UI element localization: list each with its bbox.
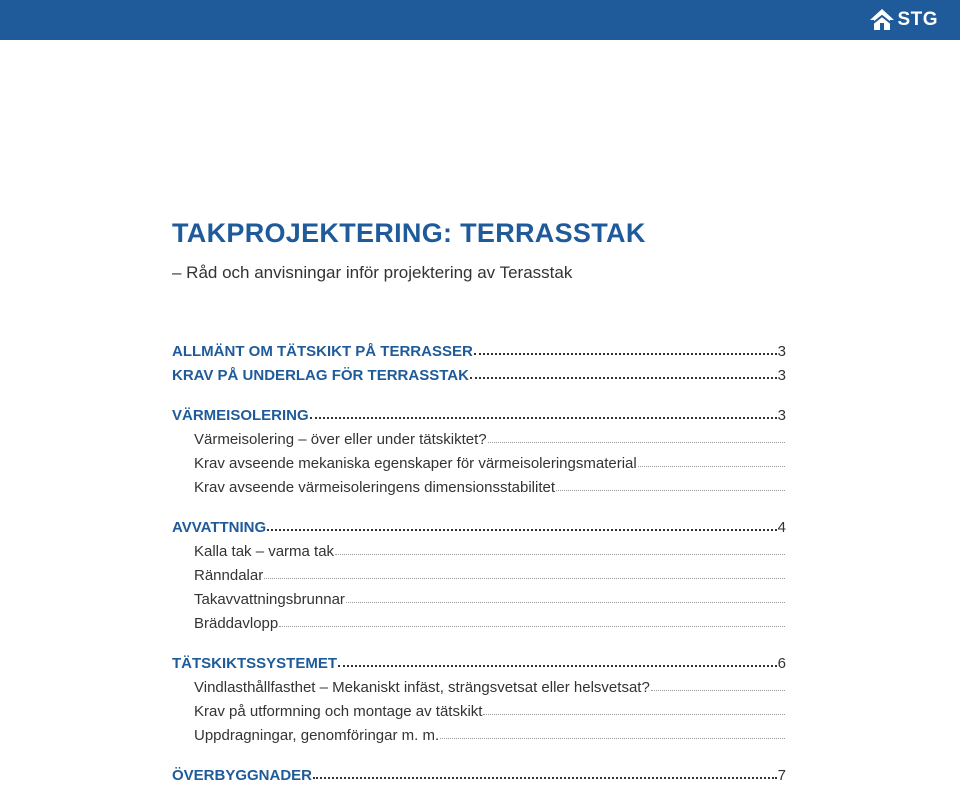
toc-section-row[interactable]	[172, 400, 786, 424]
table-of-contents	[172, 336, 786, 784]
toc-subsection-row[interactable]	[172, 672, 786, 696]
toc-spacer	[172, 384, 786, 400]
toc-subsection-label: Kalla tak – varma tak	[194, 543, 335, 560]
toc-subsection-label: Ränndalar	[194, 567, 264, 584]
toc-spacer	[172, 632, 786, 648]
toc-leader-dots	[335, 554, 785, 555]
page-subtitle: – Råd och anvisningar inför projektering av Terasstak	[172, 263, 573, 282]
toc-subsection-row[interactable]	[172, 424, 786, 448]
toc-leader-dots	[488, 442, 785, 443]
toc-leader-dots	[310, 417, 777, 419]
toc-subsection-row[interactable]	[172, 472, 786, 496]
toc-subsection-label: Krav avseende mekaniska egenskaper för värmeisoleringsmaterial	[194, 455, 637, 472]
toc-section-label: KRAV PÅ UNDERLAG FÖR TERRASSTAK	[172, 367, 469, 384]
toc-section-row[interactable]	[172, 760, 786, 784]
toc-section-row[interactable]	[172, 336, 786, 360]
toc-section-row[interactable]	[172, 360, 786, 384]
toc-subsection-label: Bräddavlopp	[194, 615, 279, 632]
toc-section-label: VÄRMEISOLERING	[172, 407, 309, 424]
toc-section-row[interactable]	[172, 512, 786, 536]
toc-page-number: 4	[777, 519, 786, 536]
toc-page-number: 6	[777, 655, 786, 672]
toc-leader-dots	[264, 578, 785, 579]
toc-subsection-row[interactable]	[172, 584, 786, 608]
toc-page-number: 7	[777, 767, 786, 784]
toc-leader-dots	[483, 714, 785, 715]
toc-subsection-label: Takavvattningsbrunnar	[194, 591, 345, 608]
toc-subsection-label: Krav på utformning och montage av tätskikt	[194, 703, 483, 720]
toc-page-number: 3	[777, 343, 786, 360]
toc-section-label: ÖVERBYGGNADER	[172, 767, 313, 784]
toc-leader-dots	[346, 602, 785, 603]
toc-subsection-row[interactable]	[172, 560, 786, 584]
toc-page-number: 3	[777, 407, 786, 424]
toc-section-label: TÄTSKIKTSSYSTEMET	[172, 655, 338, 672]
toc-section-label: ALLMÄNT OM TÄTSKIKT PÅ TERRASSER	[172, 343, 473, 360]
toc-subsection-row[interactable]	[172, 720, 786, 744]
toc-section-row[interactable]	[172, 648, 786, 672]
toc-subsection-label: Vindlasthållfasthet – Mekaniskt infäst, strängsvetsat eller helsvetsat?	[194, 679, 650, 696]
toc-leader-dots	[474, 353, 777, 355]
toc-subsection-row[interactable]	[172, 536, 786, 560]
toc-subsection-label: Värmeisolering – över eller under tätskiktet?	[194, 431, 487, 448]
toc-section-label: AVVATTNING	[172, 519, 267, 536]
toc-leader-dots	[470, 377, 777, 379]
toc-leader-dots	[651, 690, 785, 691]
toc-subsection-row[interactable]	[172, 696, 786, 720]
house-logo-icon	[869, 8, 895, 32]
toc-subsection-row[interactable]	[172, 448, 786, 472]
toc-leader-dots	[440, 738, 785, 739]
page-title: TAKPROJEKTERING: TERRASSTAK	[172, 218, 646, 248]
header-bar	[0, 0, 960, 40]
stg-logo	[869, 6, 938, 34]
toc-subsection-label: Uppdragningar, genomföringar m. m.	[194, 727, 440, 744]
brand-text: STG	[897, 9, 938, 30]
toc-leader-dots	[556, 490, 785, 491]
toc-leader-dots	[267, 529, 776, 531]
toc-spacer	[172, 496, 786, 512]
toc-spacer	[172, 744, 786, 760]
toc-leader-dots	[313, 777, 777, 779]
toc-leader-dots	[279, 626, 785, 627]
toc-leader-dots	[638, 466, 785, 467]
toc-page-number: 3	[777, 367, 786, 384]
toc-subsection-row[interactable]	[172, 608, 786, 632]
toc-subsection-label: Krav avseende värmeisoleringens dimensionsstabilitet	[194, 479, 556, 496]
toc-leader-dots	[338, 665, 777, 667]
